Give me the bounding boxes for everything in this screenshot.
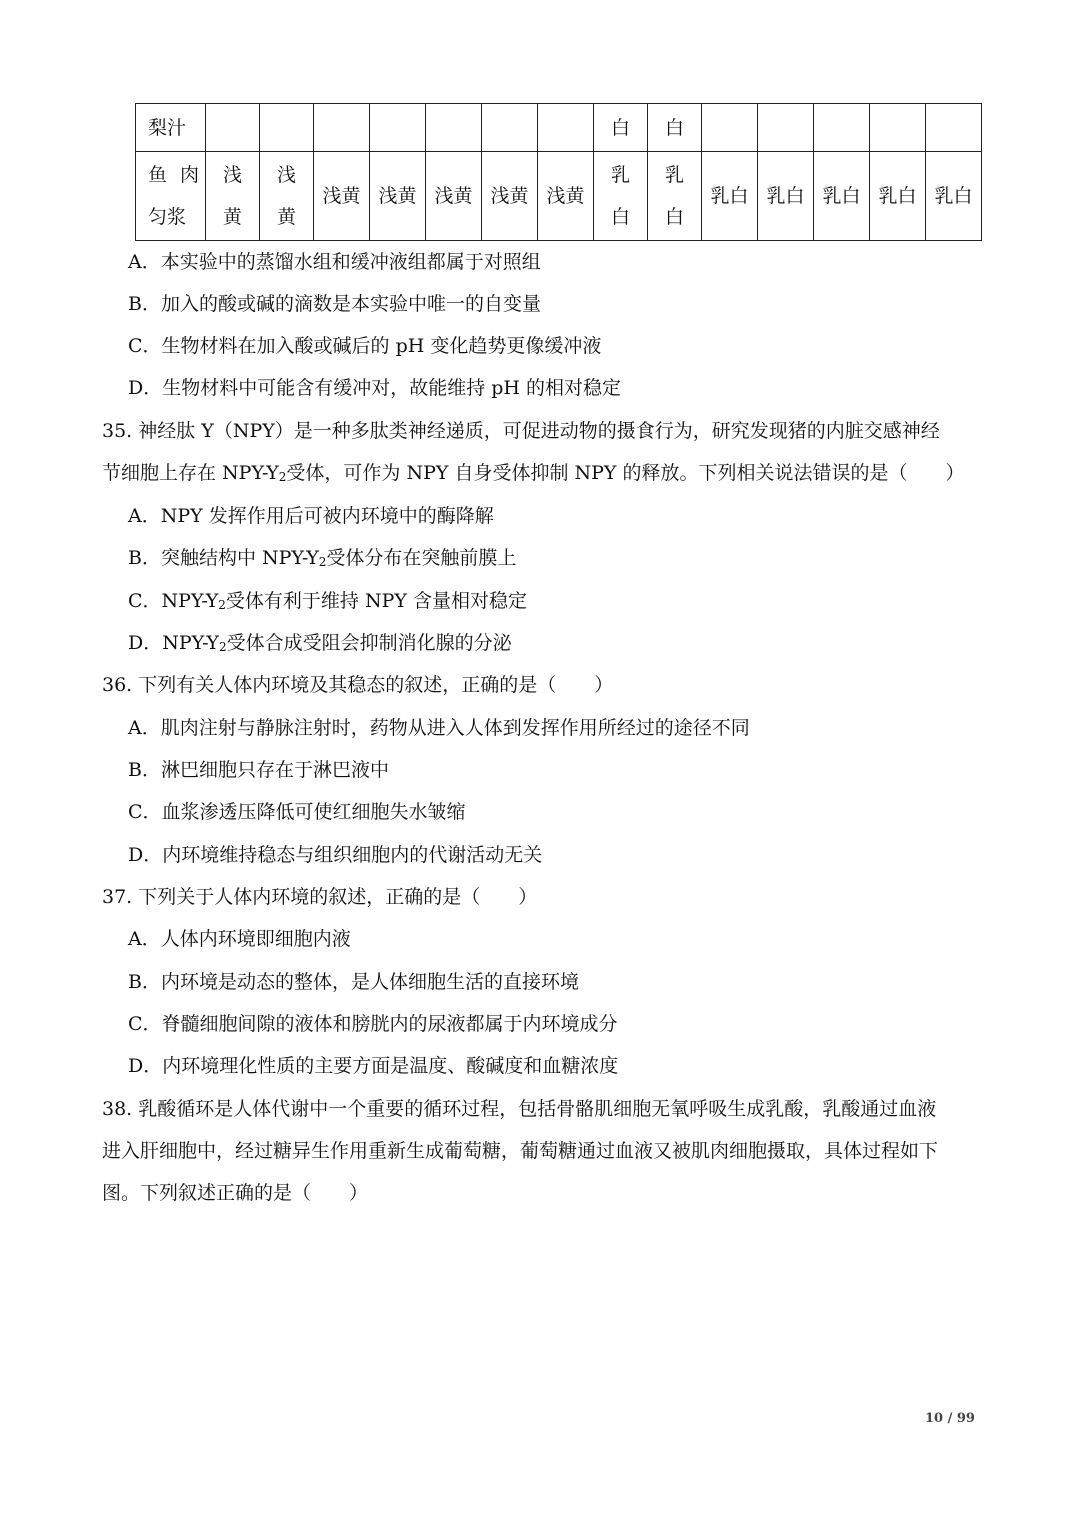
table-cell: 乳 白 (648, 152, 702, 241)
table-cell (538, 104, 594, 152)
table-cell: 浅黄 (538, 152, 594, 241)
q38-stem-line2: 进入肝细胞中，经过糖异生作用重新生成葡萄糖，葡萄糖通过血液又被肌肉细胞摄取，具体过程如下 (102, 1140, 939, 1162)
table-cell (426, 104, 482, 152)
q35-option-c: C．NPY-$Y_2$受体有利于维持 NPY 含量相对稳定 (128, 590, 527, 612)
table-cell (314, 104, 370, 152)
table-cell: 乳白 (758, 152, 814, 241)
q34-option-a: A．本实验中的蒸馏水组和缓冲液组都属于对照组 (128, 251, 541, 273)
label-part: 肉 (179, 164, 199, 186)
table-cell (758, 104, 814, 152)
q36-stem: 36. 下列有关人体内环境及其稳态的叙述，正确的是（ ） (102, 674, 614, 696)
table-cell: 乳白 (702, 152, 758, 241)
q37-option-b: B．内环境是动态的整体，是人体细胞生活的直接环境 (128, 971, 579, 993)
table-cell (206, 104, 260, 152)
table-cell: 浅 黄 (206, 152, 260, 241)
table-cell: 浅黄 (370, 152, 426, 241)
q37-option-a: A．人体内环境即细胞内液 (128, 928, 351, 950)
q35-option-d: D．NPY-$Y_2$受体合成受阻会抑制消化腺的分泌 (128, 632, 512, 654)
q38-stem-line3: 图。下列叙述正确的是（ ） (102, 1182, 369, 1204)
q38-stem-line1: 38. 乳酸循环是人体代谢中一个重要的循环过程，包括骨骼肌细胞无氧呼吸生成乳酸，乳酸通过血液 (102, 1098, 937, 1120)
table-cell: 白 (648, 104, 702, 152)
table-cell: 乳 白 (594, 152, 648, 241)
table-cell (370, 104, 426, 152)
table-cell: 乳白 (870, 152, 926, 241)
q35-option-a: A．NPY 发挥作用后可被内环境中的酶降解 (128, 505, 494, 527)
q35-stem-line2: 节细胞上存在 NPY-$Y_2$受体，可作为 NPY 自身受体抑制 NPY 的释放。下列相关说法错误的是（ ） (102, 462, 965, 484)
table-cell (814, 104, 870, 152)
table-row-pear-juice (136, 104, 982, 152)
row-label: 梨汁 (136, 104, 206, 152)
label-part: 匀浆 (148, 206, 187, 228)
q36-option-a: A．肌肉注射与静脉注射时，药物从进入人体到发挥作用所经过的途径不同 (128, 717, 750, 739)
q37-option-c: C．脊髓细胞间隙的液体和膀胱内的尿液都属于内环境成分 (128, 1013, 618, 1035)
table-cell: 浅 黄 (260, 152, 314, 241)
color-result-table (135, 103, 982, 241)
q34-option-c: C．生物材料在加入酸或碱后的 pH 变化趋势更像缓冲液 (128, 335, 602, 357)
table-cell (702, 104, 758, 152)
table-row-fish-homogenate (136, 152, 982, 241)
table-cell: 浅黄 (314, 152, 370, 241)
q36-option-c: C．血浆渗透压降低可使红细胞失水皱缩 (128, 801, 466, 823)
table-cell: 乳白 (814, 152, 870, 241)
q34-option-b: B．加入的酸或碱的滴数是本实验中唯一的自变量 (128, 293, 541, 315)
q37-option-d: D．内环境理化性质的主要方面是温度、酸碱度和血糖浓度 (128, 1055, 619, 1077)
table-cell: 白 (594, 104, 648, 152)
q36-option-b: B．淋巴细胞只存在于淋巴液中 (128, 759, 389, 781)
table-cell: 浅黄 (482, 152, 538, 241)
q35-option-b: B．突触结构中 NPY-$Y_2$受体分布在突触前膜上 (128, 547, 517, 569)
q35-stem-line1: 35. 神经肽 Y（NPY）是一种多肽类神经递质，可促进动物的摄食行为，研究发现猪的内脏交感神经 (102, 420, 940, 442)
table-cell (260, 104, 314, 152)
q36-option-d: D．内环境维持稳态与组织细胞内的代谢活动无关 (128, 844, 543, 866)
q34-option-d: D．生物材料中可能含有缓冲对，故能维持 pH 的相对稳定 (128, 377, 622, 399)
table-cell: 浅黄 (426, 152, 482, 241)
row-label (136, 152, 206, 241)
table-cell (482, 104, 538, 152)
table-cell: 乳白 (926, 152, 982, 241)
table-cell (926, 104, 982, 152)
page-number: 10 / 99 (925, 1411, 975, 1426)
table-cell (870, 104, 926, 152)
q37-stem: 37. 下列关于人体内环境的叙述，正确的是（ ） (102, 886, 538, 908)
label-part: 鱼 (148, 164, 168, 186)
